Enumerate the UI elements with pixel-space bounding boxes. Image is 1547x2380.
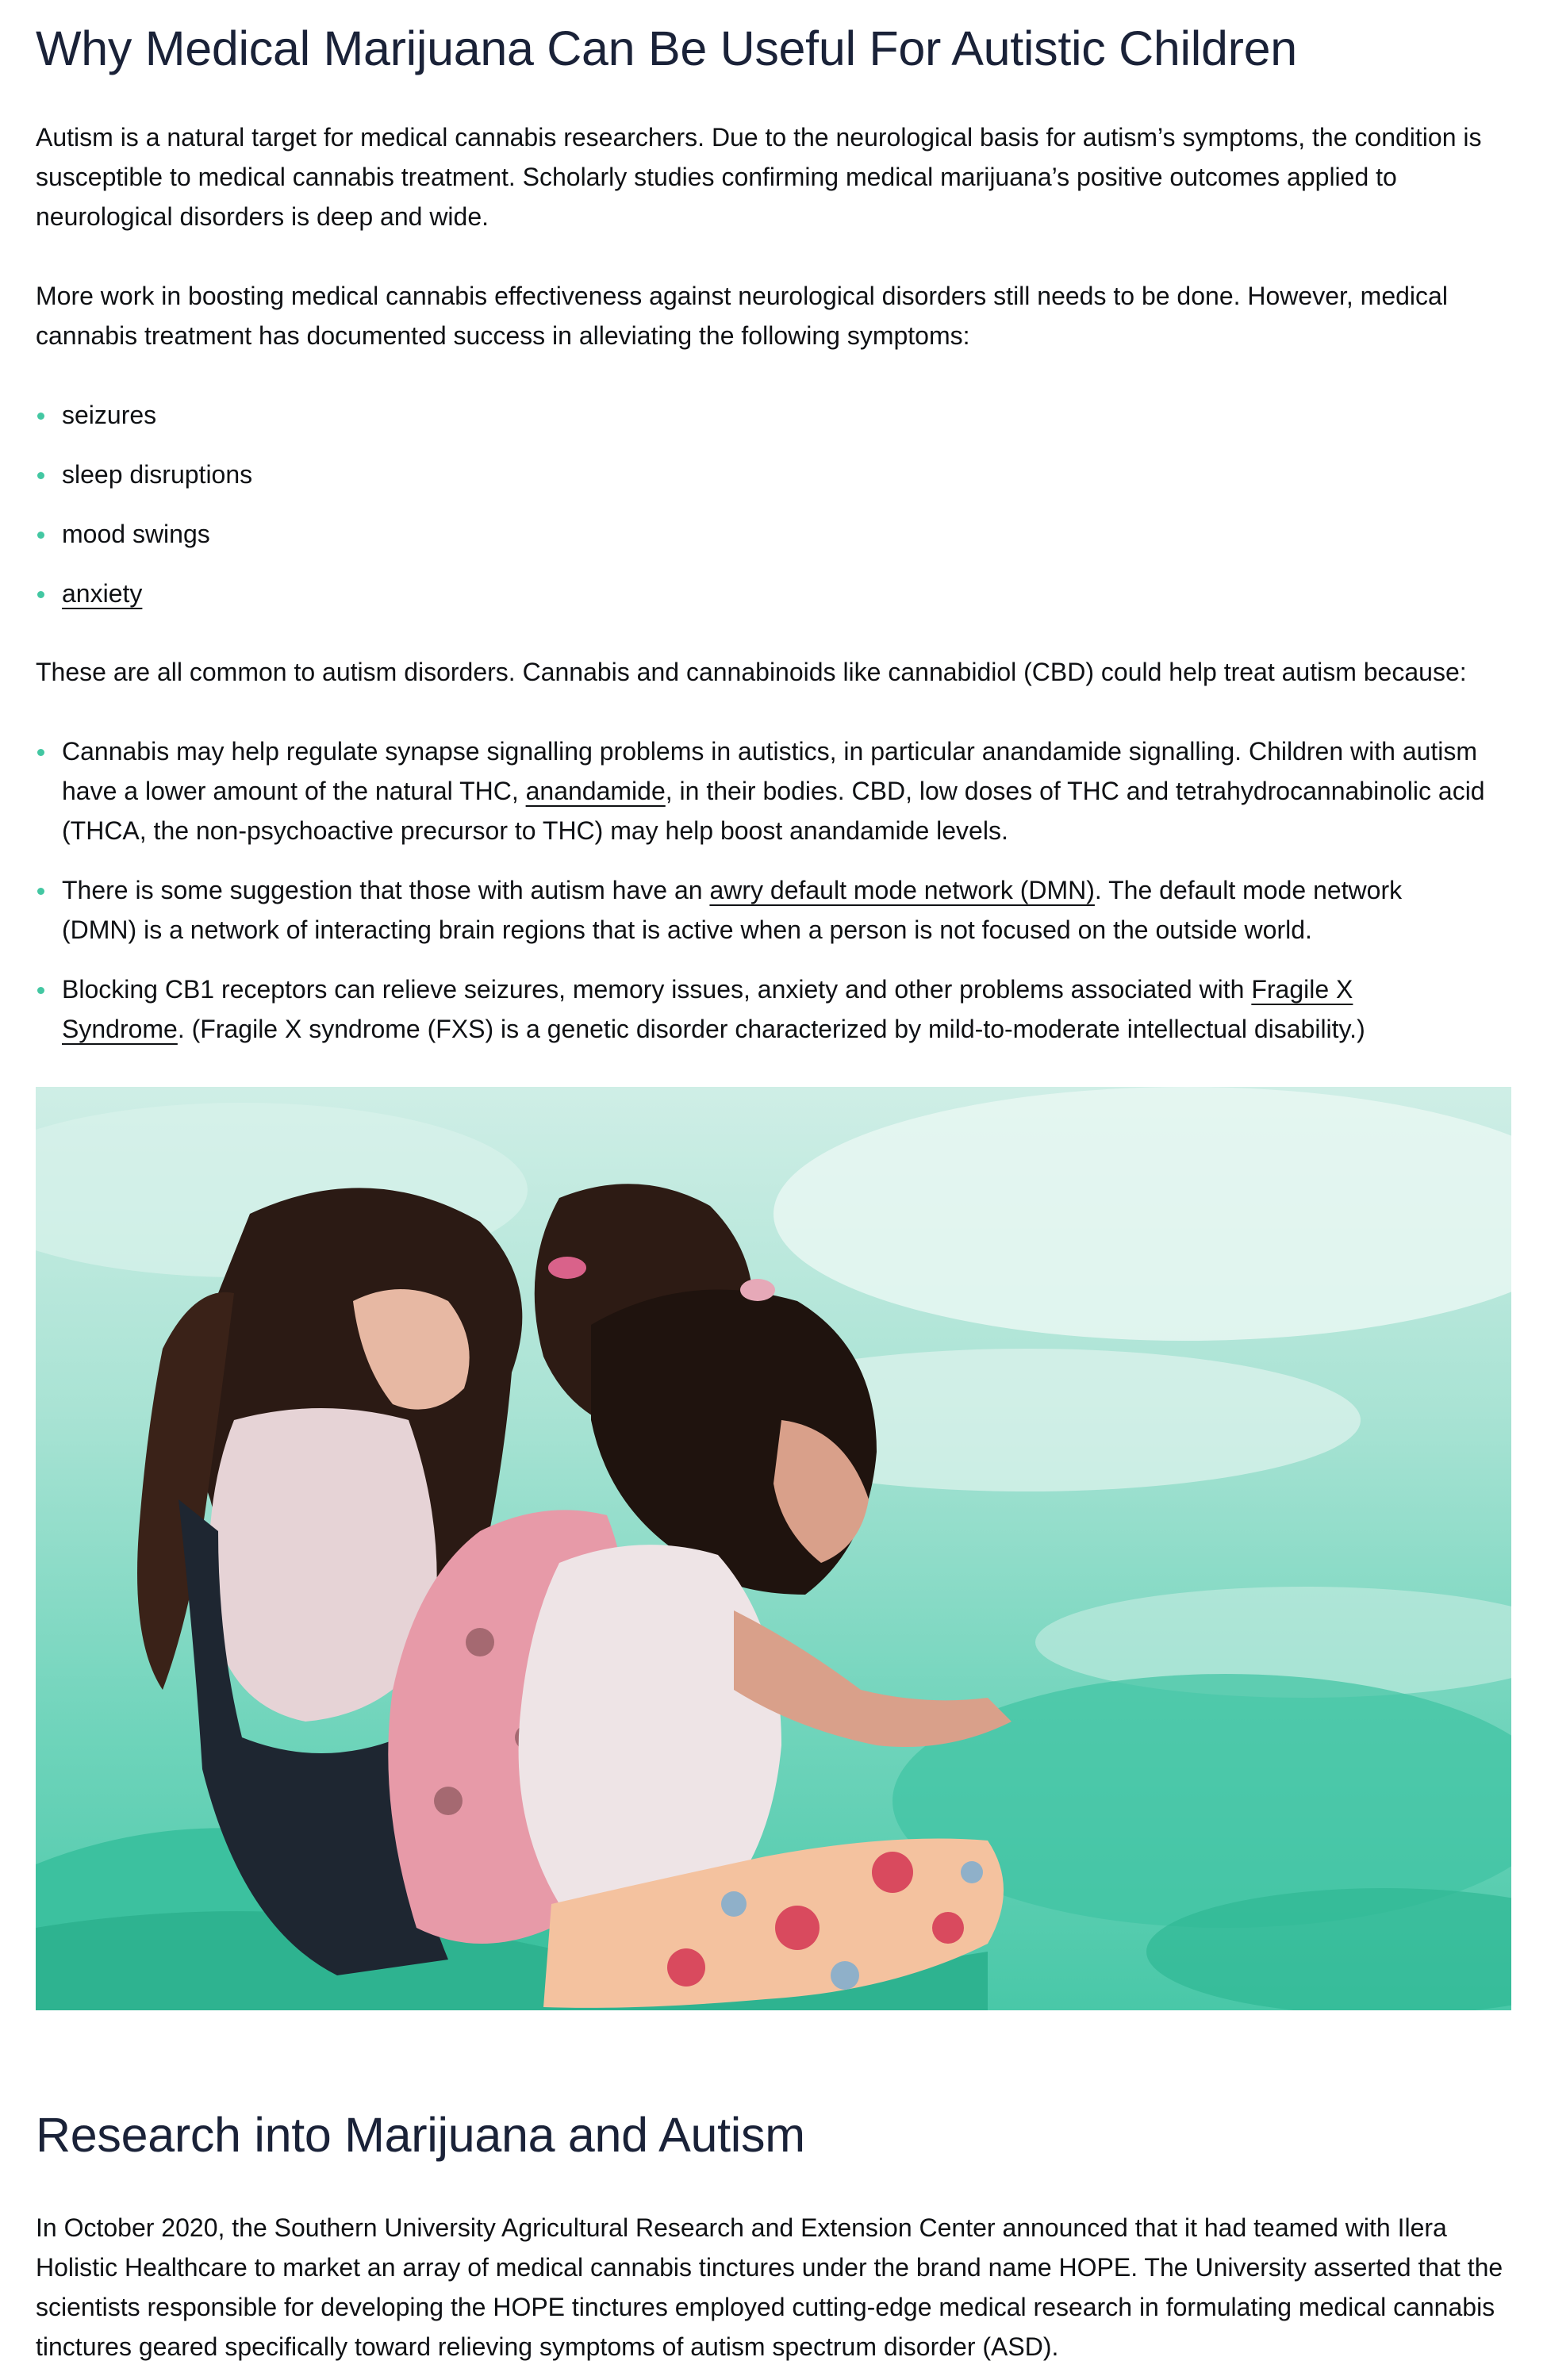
reason-text: Cannabis may help regulate synapse signalling problems in autistics, in particular anandamide signalling. Children with autism have a lower amount of the natural THC, (62, 737, 1478, 805)
intro-paragraph: Autism is a natural target for medical cannabis researchers. Due to the neurological basis for autism’s symptoms, the condition is susceptible to medical cannabis treatment. Scholarly studies confirming medical marijuana’s positive outcomes applied to neurological disorders is deep and wide. (36, 123, 1482, 231)
list-item (36, 870, 1482, 950)
reason-text: Blocking CB1 receptors can relieve seizures, memory issues, anxiety and other problems associated with (62, 975, 1252, 1004)
list-item (36, 455, 1511, 494)
reasons-list (36, 731, 1511, 1049)
reasons-intro-paragraph: These are all common to autism disorders. Cannabis and cannabinoids like cannabidiol (CBD) could help treat autism because: (36, 658, 1467, 686)
reason-text: . The default mode network (DMN) is a network of interacting brain regions that is active when a person is not focused on the outside world. (62, 876, 1403, 944)
symptom-label: sleep disruptions (62, 460, 253, 489)
symptoms-intro-paragraph: More work in boosting medical cannabis effectiveness against neurological disorders still needs to be done. However, medical cannabis treatment has documented success in alleviating the following symptoms: (36, 282, 1448, 350)
section-heading: Research into Marijuana and Autism (36, 2108, 805, 2162)
symptoms-list (36, 395, 1511, 613)
dmn-link[interactable]: awry default mode network (DMN) (709, 876, 1095, 904)
list-item (36, 574, 1511, 613)
hero-image (36, 1087, 1511, 2010)
list-item (36, 969, 1458, 1049)
list-item (36, 395, 1511, 435)
research-paragraph: In October 2020, the Southern University Agricultural Research and Extension Center announced that it had teamed with Ilera Holistic Healthcare to market an array of medical cannabis tinctures under the brand name HOPE. The University asserted that the scientists responsible for developing the HOPE tinctures employed cutting-edge medical research in formulating medical cannabis tinctures geared specifically toward relieving symptoms of autism spectrum disorder (ASD). (36, 2213, 1503, 2361)
anxiety-link[interactable]: anxiety (62, 579, 143, 608)
anandamide-link[interactable]: anandamide (525, 777, 666, 805)
section-heading: Why Medical Marijuana Can Be Useful For Autistic Children (36, 21, 1297, 75)
list-item (36, 514, 1511, 554)
reason-text: , in their bodies. CBD, low doses of THC and tetrahydrocannabinolic acid (THCA, the non-psychoactive precursor to THC) may help boost anandamide levels. (62, 777, 1485, 845)
symptom-label: mood swings (62, 520, 210, 548)
reason-text: There is some suggestion that those with autism have an (62, 876, 710, 904)
reason-text: . (Fragile X syndrome (FXS) is a genetic disorder characterized by mild-to-moderate intellectual disability.) (177, 1015, 1365, 1043)
fragile-x-link[interactable]: Fragile X Syndrome (62, 975, 1353, 1043)
list-item (36, 731, 1490, 850)
children-illustration (36, 1087, 1511, 2010)
symptom-label: seizures (62, 401, 157, 429)
